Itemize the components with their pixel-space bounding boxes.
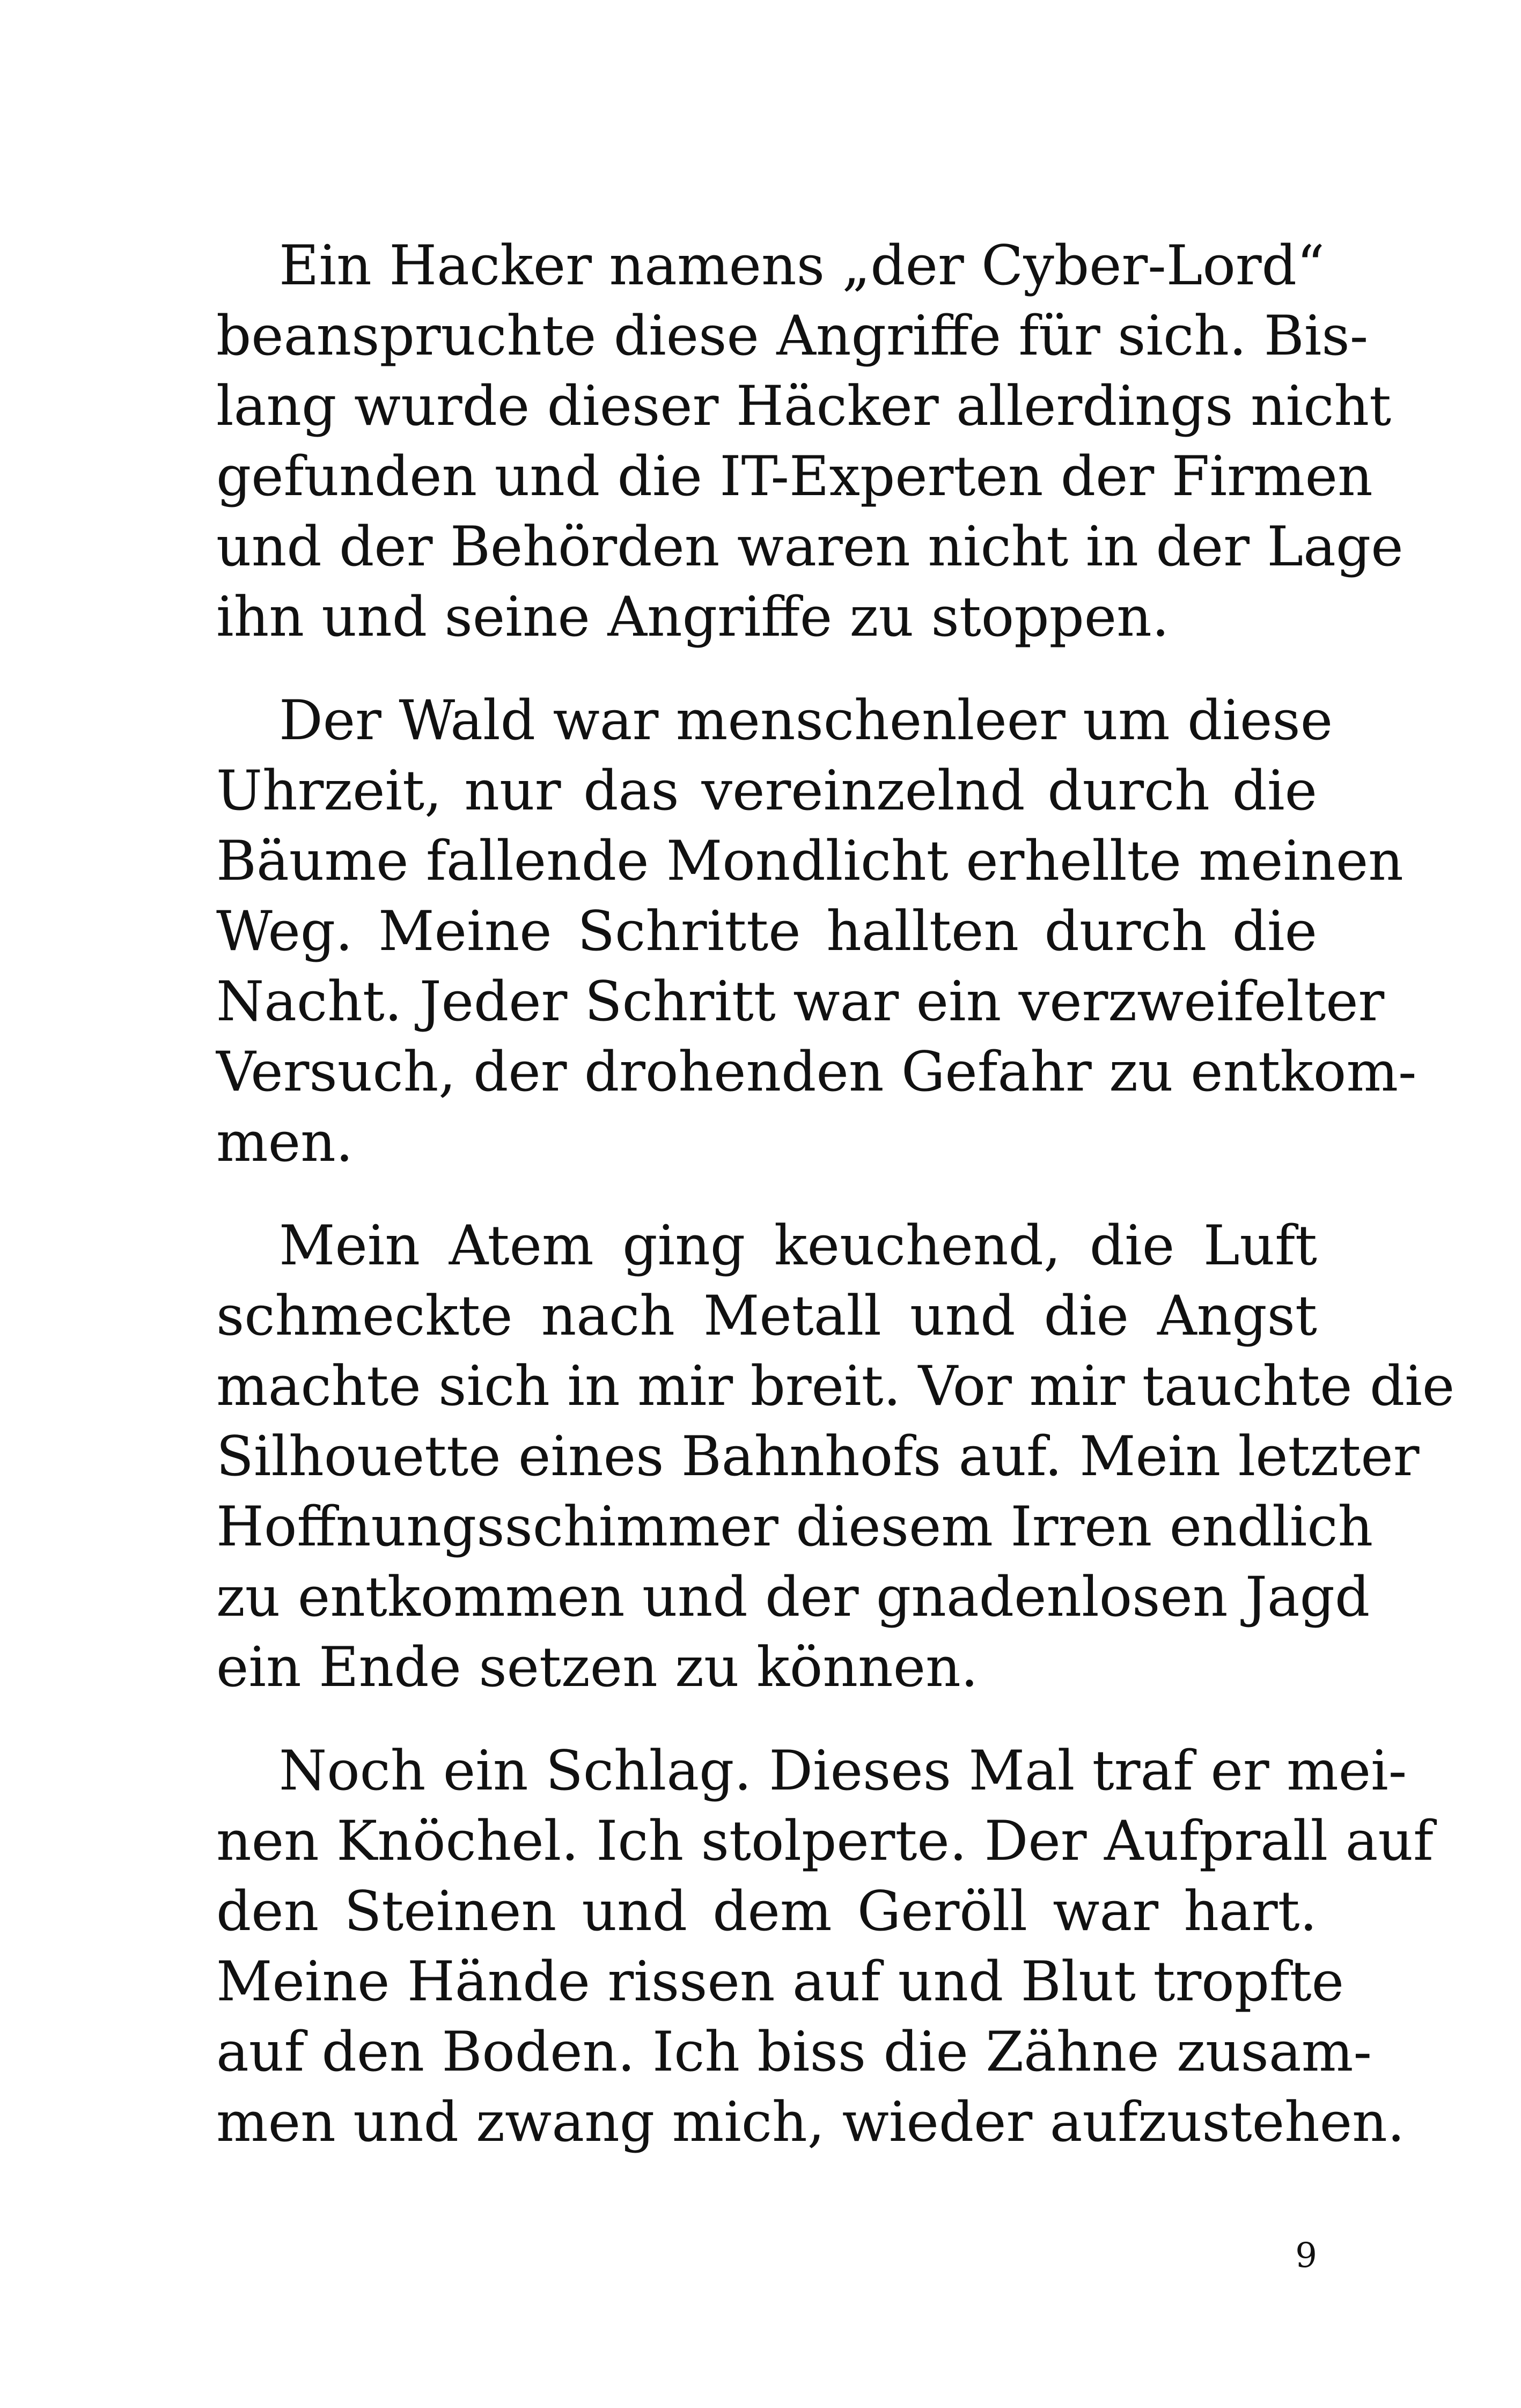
text-line: und der Behörden waren nicht in der Lage [216,515,1404,579]
text-line: Silhouette eines Bahnhofs auf. Mein letzter [216,1425,1420,1489]
text-line: Noch ein Schlag. Dieses Mal traf er mei- [279,1739,1407,1803]
text-line: gefunden und die IT-Experten der Firmen [216,445,1373,509]
text-line: men und zwang mich, wieder aufzustehen. [216,2090,1405,2154]
text-line: auf den Boden. Ich biss die Zähne zusam- [216,2020,1372,2084]
text-line: men. [216,1110,354,1174]
paragraph-1 [216,231,1404,652]
text-line: Hoffnungsschimmer diesem Irren endlich [216,1495,1373,1559]
text-line: schmeckte nach Metall und die Angst [216,1284,1317,1348]
text-line: Nacht. Jeder Schritt war ein verzweifelter [216,970,1385,1034]
text-line: zu entkommen und der gnadenlosen Jagd [216,1565,1370,1629]
text-line: Mein Atem ging keuchend, die Luft [279,1214,1317,1278]
text-line: Meine Hände rissen auf und Blut tropfte [216,1950,1344,2014]
text-line: Weg. Meine Schritte hallten durch die [216,900,1317,963]
text-line: machte sich in mir breit. Vor mir tauchte die [216,1354,1455,1418]
page-number: 9 [1295,2236,1317,2276]
paragraph-3 [216,1211,1455,1703]
paragraph-4 [216,1736,1434,2157]
text-line: Versuch, der drohenden Gefahr zu entkom- [216,1040,1417,1104]
text-line: Uhrzeit, nur das vereinzelnd durch die [216,759,1317,823]
text-line: ihn und seine Angriffe zu stoppen. [216,585,1170,649]
text-line: Der Wald war menschenleer um diese [279,689,1333,753]
text-line: ein Ende setzen zu können. [216,1636,979,1699]
paragraph-2 [216,686,1417,1177]
text-line: den Steinen und dem Geröll war hart. [216,1880,1317,1943]
body-text [216,231,1455,2191]
text-line: lang wurde dieser Häcker allerdings nicht [216,374,1392,438]
text-line: Bäume fallende Mondlicht erhellte meinen [216,829,1404,893]
text-line: Ein Hacker namens „der Cyber-Lord“ [279,234,1325,298]
text-line: beanspruchte diese Angriffe für sich. Bis- [216,304,1369,368]
text-line: nen Knöchel. Ich stolperte. Der Aufprall auf [216,1809,1434,1873]
